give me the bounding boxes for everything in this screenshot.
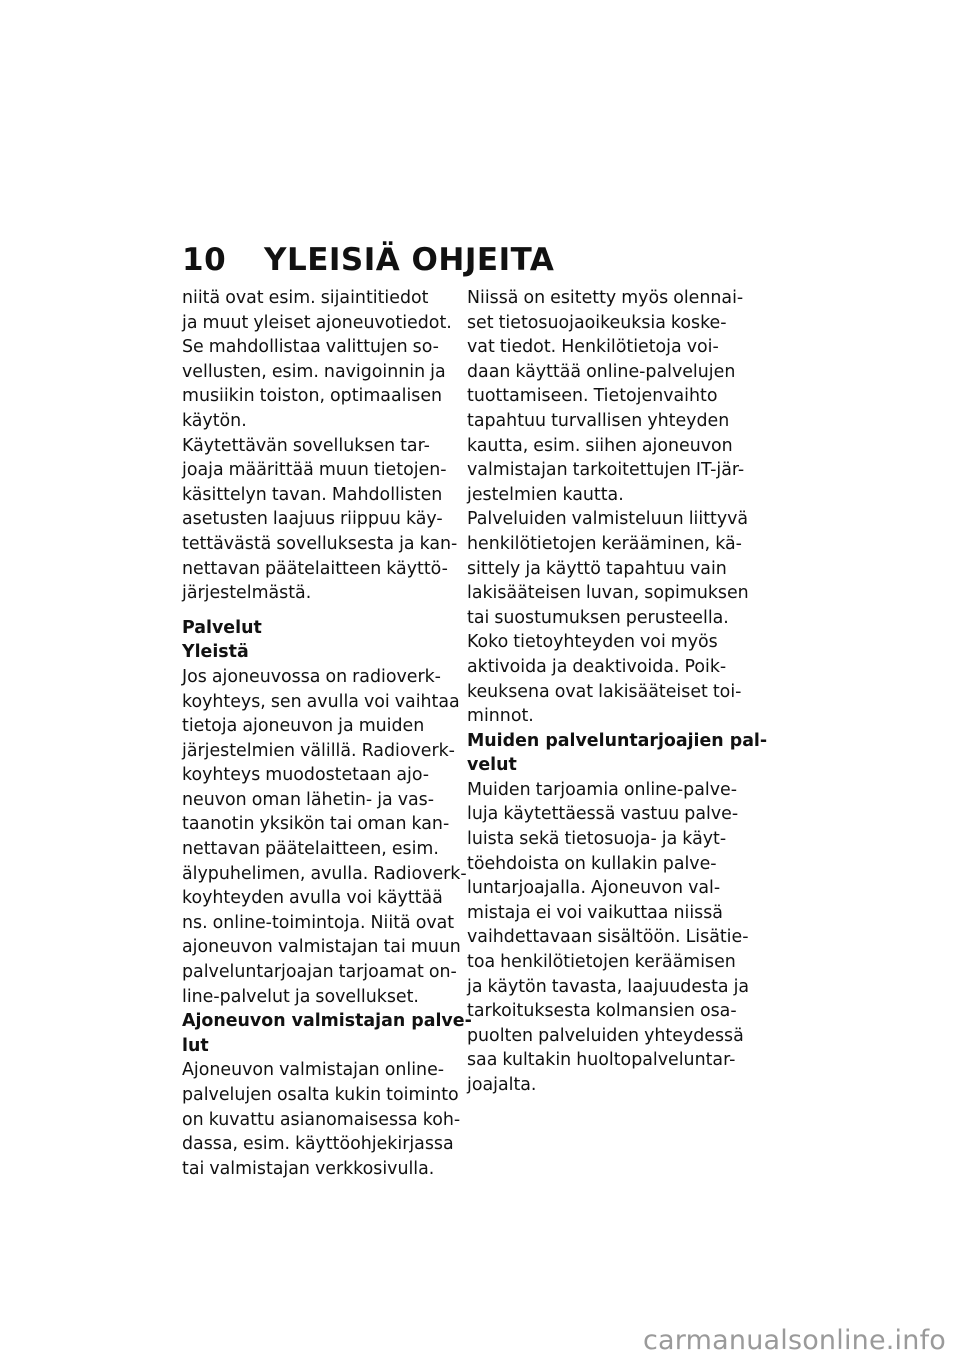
text-line: Koko tietoyhteyden voi myös	[467, 632, 718, 653]
text-line: tapahtuu turvallisen yhteyden	[467, 410, 730, 431]
text-line: nettavan päätelaitteen käyttö-	[182, 558, 448, 579]
heading-services: Palvelut	[182, 617, 262, 638]
text-line: tai valmistajan verkkosivulla.	[182, 1158, 435, 1179]
text-line: minnot.	[467, 706, 534, 727]
text-line: vat tiedot. Henkilötietoja voi-	[467, 337, 719, 358]
heading-general: Yleistä	[182, 642, 249, 663]
text-line: mistaja ei voi vaikuttaa niissä	[467, 902, 723, 923]
text-line: daan käyttää online-palvelujen	[467, 361, 736, 382]
text-line: Käytettävän sovelluksen tar-	[182, 435, 430, 456]
text-line: palveluntarjoajan tarjoamat on-	[182, 962, 457, 983]
text-line: tettävästä sovelluksesta ja kan-	[182, 533, 458, 554]
text-line: taanotin yksikön tai oman kan-	[182, 814, 450, 835]
footer-watermark: carmanualsonline.info	[643, 1325, 946, 1356]
text-line: dassa, esim. käyttöohjekirjassa	[182, 1134, 454, 1155]
text-line: tarkoituksesta kolmansien osa-	[467, 1001, 737, 1022]
text-line: Palveluiden valmisteluun liittyvä	[467, 509, 749, 530]
heading-other-providers	[467, 729, 768, 778]
text-line: lut	[182, 1035, 209, 1056]
right-column	[467, 286, 768, 1098]
heading-manufacturer-services	[182, 1009, 472, 1058]
text-line: musiikin toiston, optimaalisen	[182, 386, 443, 407]
text-line: nettavan päätelaitteen, esim.	[182, 839, 439, 860]
text-line: ja muut yleiset ajoneuvotiedot.	[182, 312, 452, 333]
text-line: Ajoneuvon valmistajan palve-	[182, 1011, 472, 1032]
text-line: ajoneuvon valmistajan tai muun	[182, 937, 461, 958]
text-line: keuksena ovat lakisääteiset toi-	[467, 681, 742, 702]
text-line: set tietosuojaoikeuksia koske-	[467, 312, 727, 333]
chapter-number: 10	[182, 242, 227, 278]
text-line: Muiden palveluntarjoajien pal-	[467, 730, 768, 751]
text-line: tai suostumuksen perusteella.	[467, 607, 729, 628]
text-line: järjestelmien välillä. Radioverk-	[182, 740, 455, 761]
text-line: järjestelmästä.	[182, 583, 312, 604]
text-line: luntarjoajalla. Ajoneuvon val-	[467, 878, 721, 899]
text-line: aktivoida ja deaktivoida. Poik-	[467, 656, 727, 677]
text-line: vellusten, esim. navigoinnin ja	[182, 361, 446, 382]
text-line: Niissä on esitetty myös olennai-	[467, 288, 744, 308]
text-line: velut	[467, 755, 517, 776]
text-line: älypuhelimen, avulla. Radioverk-	[182, 863, 467, 884]
right-paragraph-3	[467, 778, 750, 1098]
text-line: henkilötietojen kerääminen, kä-	[467, 533, 742, 554]
right-paragraph-2	[467, 507, 749, 728]
text-line: koyhteys, sen avulla voi vaihtaa	[182, 691, 460, 712]
text-line: koyhteyden avulla voi käyttää	[182, 888, 443, 909]
right-paragraph-1	[467, 286, 745, 507]
left-paragraph-1	[182, 286, 450, 434]
text-line: tietoja ajoneuvon ja muiden	[182, 716, 425, 737]
text-line: valmistajan tarkoitettujen IT-jär-	[467, 460, 745, 481]
text-line: palvelujen osalta kukin toiminto	[182, 1085, 459, 1105]
text-line: jestelmien kautta.	[467, 484, 624, 505]
text-line: asetusten laajuus riippuu käy-	[182, 509, 443, 530]
text-line: toa henkilötietojen keräämisen	[467, 952, 736, 973]
text-line: puolten palveluiden yhteydessä	[467, 1025, 744, 1046]
text-line: töehdoista on kullakin palve-	[467, 853, 717, 874]
text-line: Muiden tarjoamia online-palve-	[467, 779, 737, 800]
text-line: sittely ja käyttö tapahtuu vain	[467, 558, 727, 579]
left-paragraph-3	[182, 665, 467, 1009]
text-line: luista sekä tietosuoja- ja käyt-	[467, 829, 727, 850]
text-line: tuottamiseen. Tietojenvaihto	[467, 386, 718, 407]
text-line: lakisääteisen luvan, sopimuksen	[467, 583, 749, 604]
text-line: Jos ajoneuvossa on radioverk-	[182, 666, 441, 687]
text-line: luja käytettäessä vastuu palve-	[467, 804, 739, 825]
left-paragraph-2	[182, 434, 458, 606]
text-line: saa kultakin huoltopalveluntar-	[467, 1050, 736, 1071]
text-line: ja käytön tavasta, laajuudesta ja	[467, 976, 750, 997]
text-line: joaja määrittää muun tietojen-	[182, 460, 447, 481]
chapter-header	[182, 240, 554, 280]
text-line: joajalta.	[467, 1075, 537, 1095]
text-line: niitä ovat esim. sijaintitiedot	[182, 288, 429, 308]
text-line: kautta, esim. siihen ajoneuvon	[467, 435, 733, 456]
text-line: koyhteys muodostetaan ajo-	[182, 765, 430, 786]
left-paragraph-4	[182, 1058, 461, 1181]
left-column	[182, 286, 472, 1181]
text-line: line-palvelut ja sovellukset.	[182, 986, 419, 1007]
text-line: Se mahdollistaa valittujen so-	[182, 337, 439, 358]
text-line: neuvon oman lähetin- ja vas-	[182, 789, 434, 810]
text-line: ns. online-toimintoja. Niitä ovat	[182, 912, 455, 933]
chapter-title: YLEISIÄ OHJEITA	[264, 242, 555, 278]
section-gap	[182, 606, 450, 616]
text-line: vaihdettavaan sisältöön. Lisätie-	[467, 927, 749, 948]
text-line: Ajoneuvon valmistajan online-	[182, 1060, 445, 1081]
text-line: käytön.	[182, 410, 247, 431]
text-line: on kuvattu asianomaisessa koh-	[182, 1109, 461, 1130]
text-line: käsittelyn tavan. Mahdollisten	[182, 484, 443, 505]
